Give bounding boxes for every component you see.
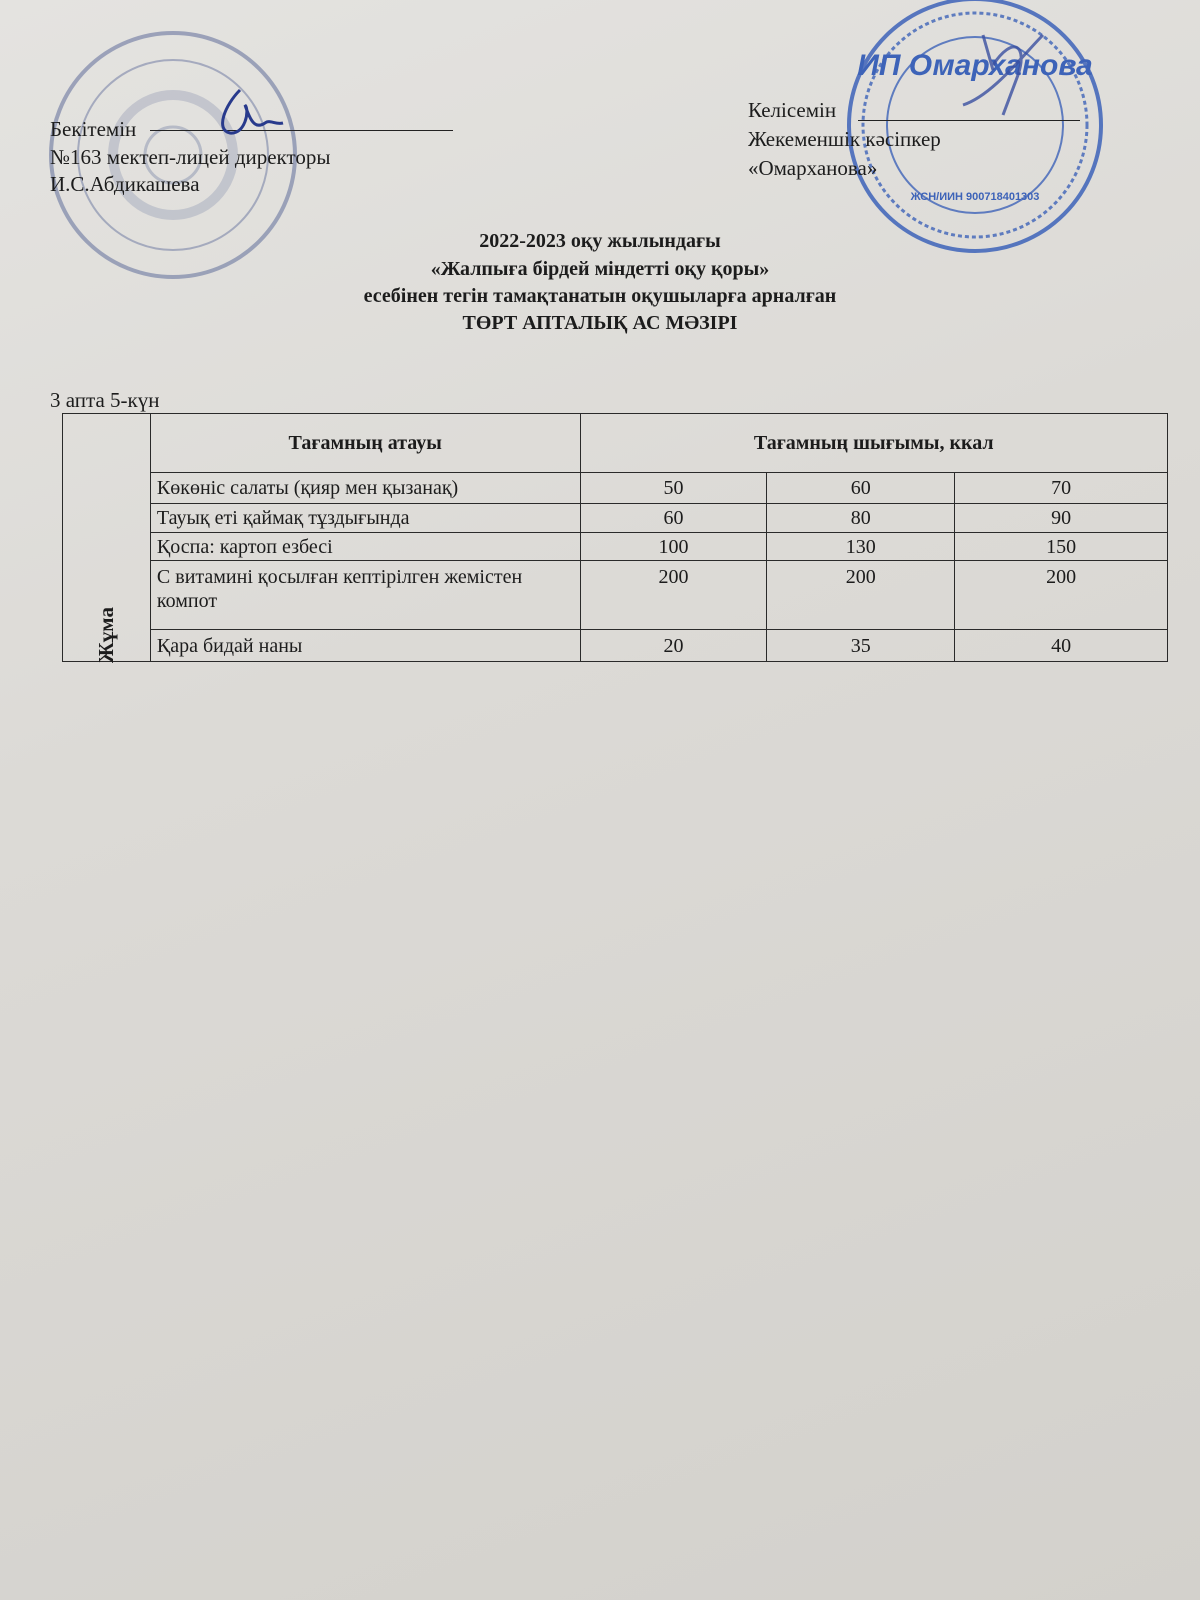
table-row [63,473,1168,504]
approval-name: И.С.Абдикашева [50,172,200,196]
table-row [63,504,1168,533]
director-signature [195,85,285,140]
title-line-4: ТӨРТ АПТАЛЫҚ АС МӘЗІРІ [462,312,738,334]
yield-value: 80 [767,504,955,533]
day-label: Жұма [94,607,119,663]
yield-value: 35 [767,630,955,662]
yield-value: 100 [580,533,767,561]
yield-value: 60 [580,504,767,533]
agreement-label: Келісемін [748,98,837,122]
table-header-row [63,414,1168,473]
title-line-3: есебінен тегін тамақтанатын оқушыларға арналған [363,285,837,307]
header-yield: Тағамның шығымы, ккал [580,414,1167,473]
agreement-name: «Омарханова» [748,156,878,180]
yield-value: 200 [955,561,1168,630]
menu-table [62,413,1168,662]
approval-label: Бекітемін [50,117,137,141]
approval-position: №163 мектеп-лицей директоры [50,145,331,169]
yield-value: 70 [955,473,1168,504]
header-dish-name: Тағамның атауы [150,414,580,473]
dish-name: Көкөніс салаты (қияр мен қызанақ) [150,473,580,504]
yield-value: 60 [767,473,955,504]
table-row [63,561,1168,630]
dish-name: Қара бидай наны [150,630,580,662]
title-line-1: 2022-2023 оқу жылындағы [479,230,721,252]
yield-value: 130 [767,533,955,561]
agreement-position: Жекеменшік кәсіпкер [748,127,941,151]
dish-name: С витамині қосылған кептірілген жемістен компот [150,561,580,630]
title-line-2: «Жалпыға бірдей міндетті оқу қоры» [430,258,770,280]
table-row [63,630,1168,662]
yield-value: 20 [580,630,767,662]
week-day-label: 3 апта 5-күн [50,388,160,412]
yield-value: 150 [955,533,1168,561]
yield-value: 200 [767,561,955,630]
agreement-signature-line [858,100,1080,121]
yield-value: 90 [955,504,1168,533]
dish-name: Қоспа: картоп езбесі [150,533,580,561]
day-cell [63,414,151,662]
stamp-id: ЖСН/ИИН 900718401303 [910,191,1040,203]
table-row [63,533,1168,561]
yield-value: 200 [580,561,767,630]
stamp-name: ИП Омарханова [857,49,1093,82]
yield-value: 40 [955,630,1168,662]
yield-value: 50 [580,473,767,504]
dish-name: Тауық еті қаймақ тұздығында [150,504,580,533]
